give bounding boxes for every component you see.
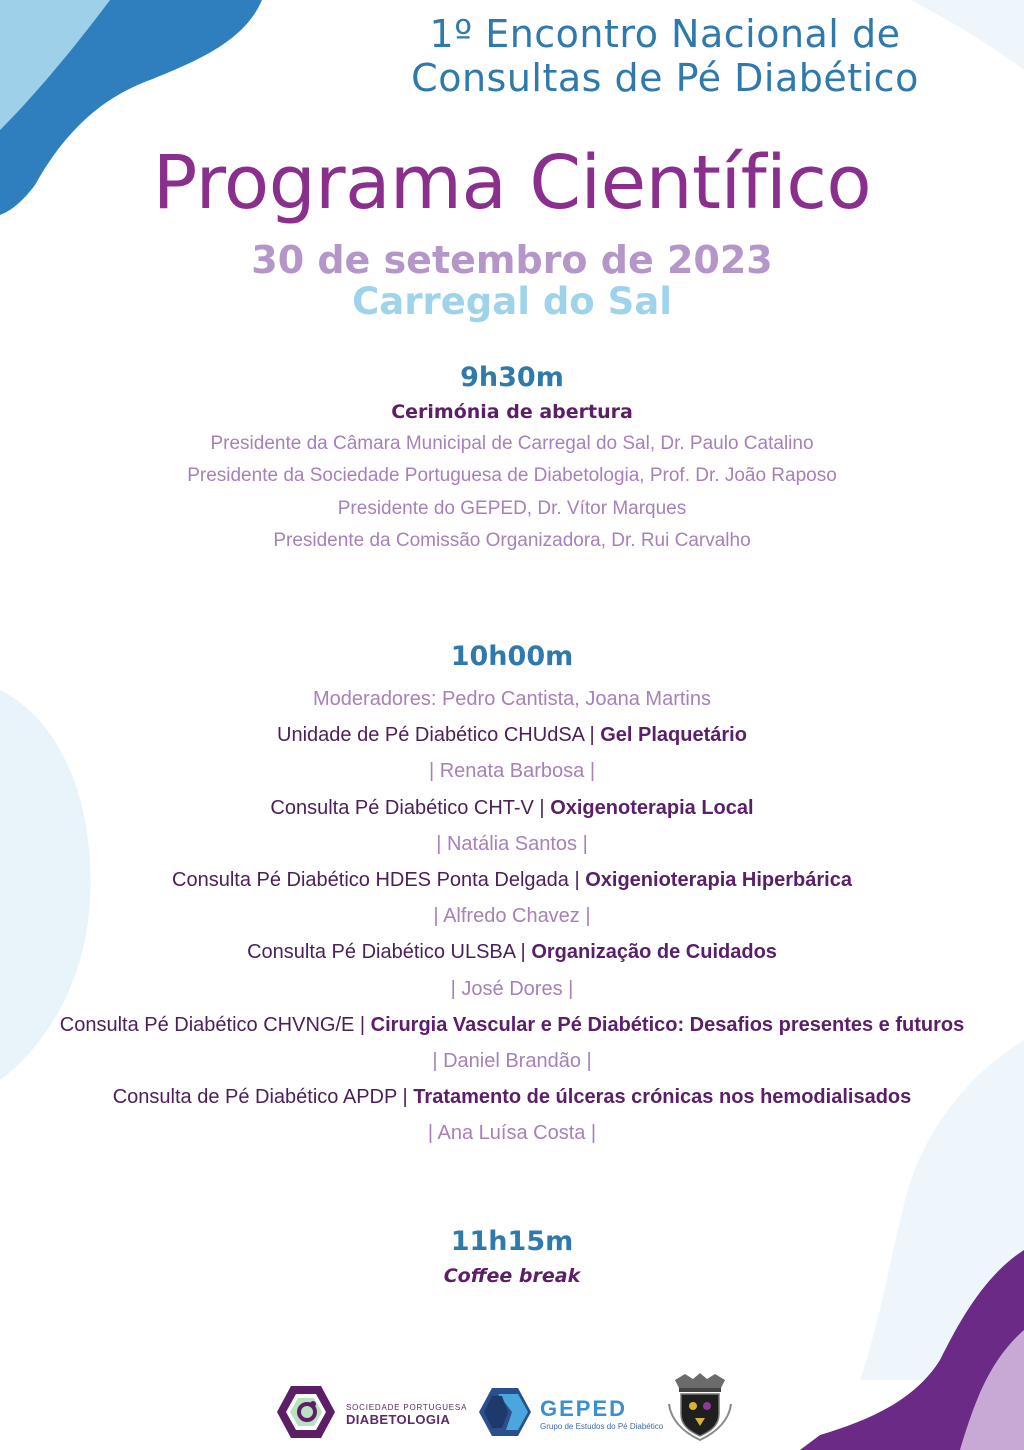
- session-title: Cerimónia de abertura: [391, 401, 633, 423]
- talk-line: [0, 790, 1024, 826]
- talk-topic: Oxigenoterapia Local: [550, 796, 754, 819]
- talk-unit: Consulta de Pé Diabético APDP |: [112, 1086, 408, 1109]
- talk-line: [0, 1079, 1024, 1115]
- crest-logo: [665, 1370, 735, 1446]
- talk-line: [0, 934, 1024, 970]
- spd-line2: DIABETOLOGIA: [346, 1412, 451, 1427]
- coat-of-arms-icon: [665, 1370, 735, 1442]
- session-title: Coffee break: [443, 1265, 581, 1287]
- talk-unit: Consulta Pé Diabético CHVNG/E |: [59, 1013, 366, 1036]
- talk-unit: Consulta Pé Diabético ULSBA |: [247, 941, 526, 964]
- session-opening: [0, 360, 1024, 557]
- talk-speaker: | Natália Santos |: [436, 832, 588, 855]
- talk-topic: Organização de Cuidados: [531, 941, 777, 964]
- event-title-line2: Consultas de Pé Diabético: [411, 56, 919, 100]
- talk-line: [0, 862, 1024, 898]
- speaker-line: Presidente do GEPED, Dr. Vítor Marques: [337, 497, 687, 519]
- talk-speaker: | Alfredo Chavez |: [433, 905, 591, 928]
- event-location: Carregal do Sal: [352, 280, 672, 323]
- event-title-line1: 1º Encontro Nacional de: [429, 12, 901, 56]
- talk-topic: Cirurgia Vascular e Pé Diabético: Desafios presentes e futuros: [370, 1013, 965, 1036]
- talk-topic: Oxigenioterapia Hiperbárica: [585, 869, 852, 892]
- page-title: Programa Científico: [152, 140, 872, 226]
- talk-unit: Unidade de Pé Diabético CHUdSA |: [277, 724, 595, 747]
- event-title: [380, 12, 950, 100]
- spd-logo: [276, 1384, 468, 1444]
- session-time: 10h00m: [450, 641, 574, 672]
- talk-speaker: | Ana Luísa Costa |: [427, 1122, 597, 1145]
- session-time: 11h15m: [450, 1226, 574, 1257]
- talk-topic: Tratamento de úlceras crónicas nos hemodialisados: [413, 1086, 912, 1109]
- sponsor-logos: [270, 1370, 750, 1446]
- geped-hexagon-icon: [478, 1386, 532, 1438]
- session-talks: [0, 639, 1024, 1152]
- talk-speaker: | José Dores |: [450, 977, 574, 1000]
- talk-line: [0, 717, 1024, 753]
- moderators: Moderadores: Pedro Cantista, Joana Martins: [313, 688, 711, 710]
- talk-unit: Consulta Pé Diabético CHT-V |: [270, 796, 545, 819]
- event-date: 30 de setembro de 2023: [251, 238, 773, 282]
- speaker-line: Presidente da Sociedade Portuguesa de Diabetologia, Prof. Dr. João Raposo: [187, 465, 837, 487]
- talk-line: [0, 1007, 1024, 1043]
- geped-logo: [478, 1386, 664, 1442]
- geped-subtitle: Grupo de Estudos do Pé Diabético: [540, 1422, 664, 1431]
- speaker-line: Presidente da Câmara Municipal de Carregal do Sal, Dr. Paulo Catalino: [210, 433, 814, 454]
- talk-unit: Consulta Pé Diabético HDES Ponta Delgada |: [172, 869, 580, 892]
- talk-topic: Gel Plaquetário: [600, 724, 747, 747]
- talk-speaker: | Renata Barbosa |: [428, 760, 596, 783]
- talk-speaker: | Daniel Brandão |: [432, 1050, 592, 1073]
- speaker-line: Presidente da Comissão Organizadora, Dr. Rui Carvalho: [273, 529, 751, 551]
- spd-hexagon-icon: [276, 1384, 336, 1440]
- session-break: [0, 1224, 1024, 1292]
- geped-name: GEPED: [540, 1396, 628, 1421]
- spd-line1: SOCIEDADE PORTUGUESA: [346, 1403, 468, 1412]
- session-time: 9h30m: [460, 362, 564, 393]
